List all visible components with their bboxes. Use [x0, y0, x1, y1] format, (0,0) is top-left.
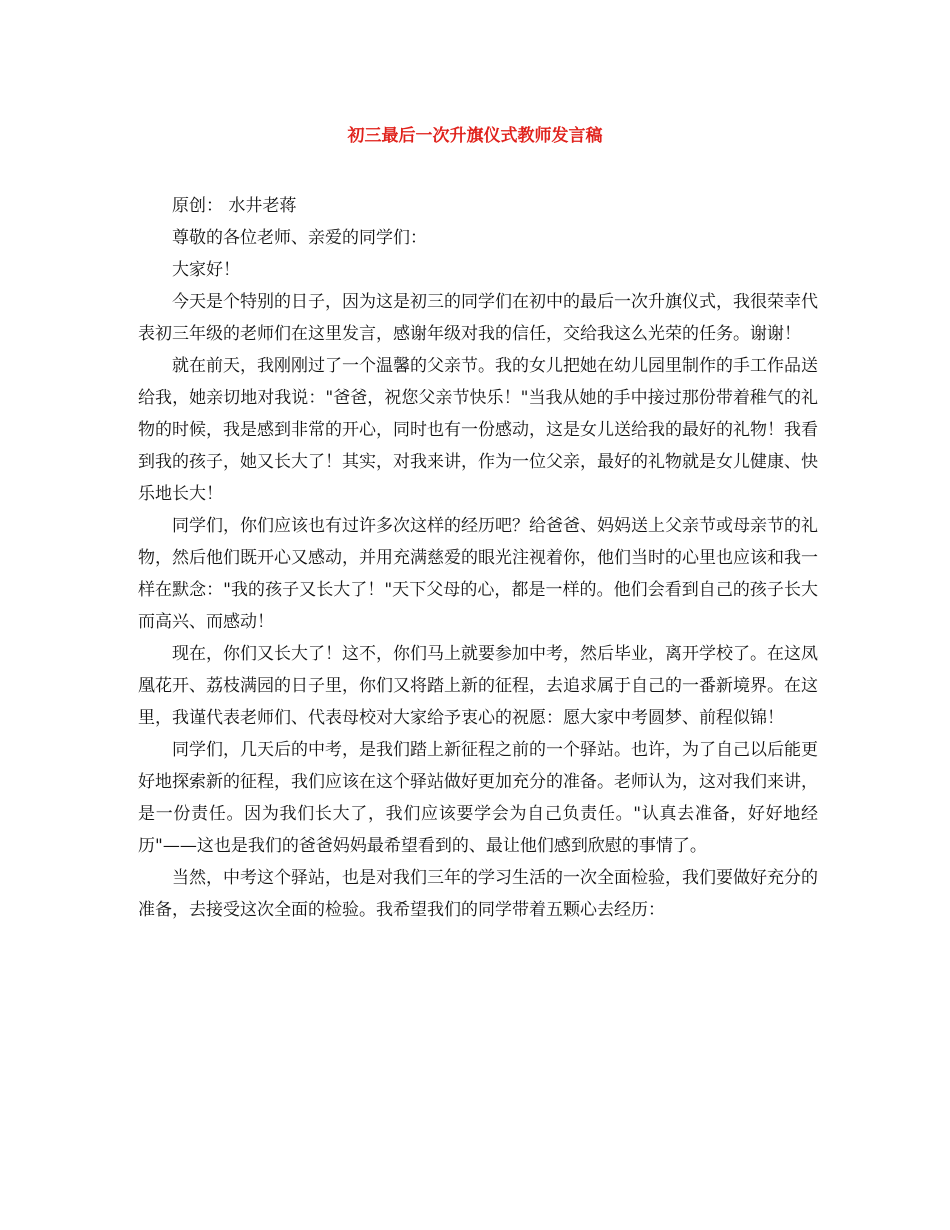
paragraph: 同学们，你们应该也有过许多次这样的经历吧？给爸爸、妈妈送上父亲节或母亲节的礼物，然后他们既开心又感动，并用充满慈爱的眼光注视着你，他们当时的心里也应该和我一样在默念："我的孩子又长大了！"天下父母的心，都是一样的。他们会看到自己的孩子长大而高兴、而感动！: [138, 516, 818, 632]
paragraph: 尊敬的各位老师、亲爱的同学们：: [172, 228, 427, 248]
paragraph: 当然，中考这个驿站，也是对我们三年的学习生活的一次全面检验，我们要做好充分的准备，去接受这次全面的检验。我希望我们的同学带着五颗心去经历：: [138, 868, 818, 920]
document-title: 初三最后一次升旗仪式教师发言稿: [347, 126, 603, 146]
paragraph: 就在前天，我刚刚过了一个温馨的父亲节。我的女儿把她在幼儿园里制作的手工作品送给我，她亲切地对我说："爸爸，祝您父亲节快乐！"当我从她的手中接过那份带着稚气的礼物的时候，我是感到非常的开心，同时也有一份感动，这是女儿送给我的最好的礼物！我看到我的孩子，她又长大了！其实，对我来讲，作为一位父亲，最好的礼物就是女儿健康、快乐地长大！: [138, 356, 818, 504]
document-body: [138, 190, 818, 926]
author-line: 原创： 水井老蒋: [172, 196, 297, 216]
paragraph: 同学们，几天后的中考，是我们踏上新征程之前的一个驿站。也许，为了自己以后能更好地探索新的征程，我们应该在这个驿站做好更加充分的准备。老师认为，这对我们来讲，是一份责任。因为我们长大了，我们应该要学会为自己负责任。"认真去准备，好好地经历"——这也是我们的爸爸妈妈最希望看到的、最让他们感到欣慰的事情了。: [138, 740, 818, 856]
paragraph: 大家好！: [172, 260, 240, 280]
paragraph: 今天是个特别的日子，因为这是初三的同学们在初中的最后一次升旗仪式，我很荣幸代表初三年级的老师们在这里发言，感谢年级对我的信任，交给我这么光荣的任务。谢谢！: [138, 292, 818, 344]
paragraph: 现在，你们又长大了！这不，你们马上就要参加中考，然后毕业，离开学校了。在这凤凰花开、荔枝满园的日子里，你们又将踏上新的征程，去追求属于自己的一番新境界。在这里，我谨代表老师们、代表母校对大家给予衷心的祝愿：愿大家中考圆梦、前程似锦！: [138, 644, 818, 728]
